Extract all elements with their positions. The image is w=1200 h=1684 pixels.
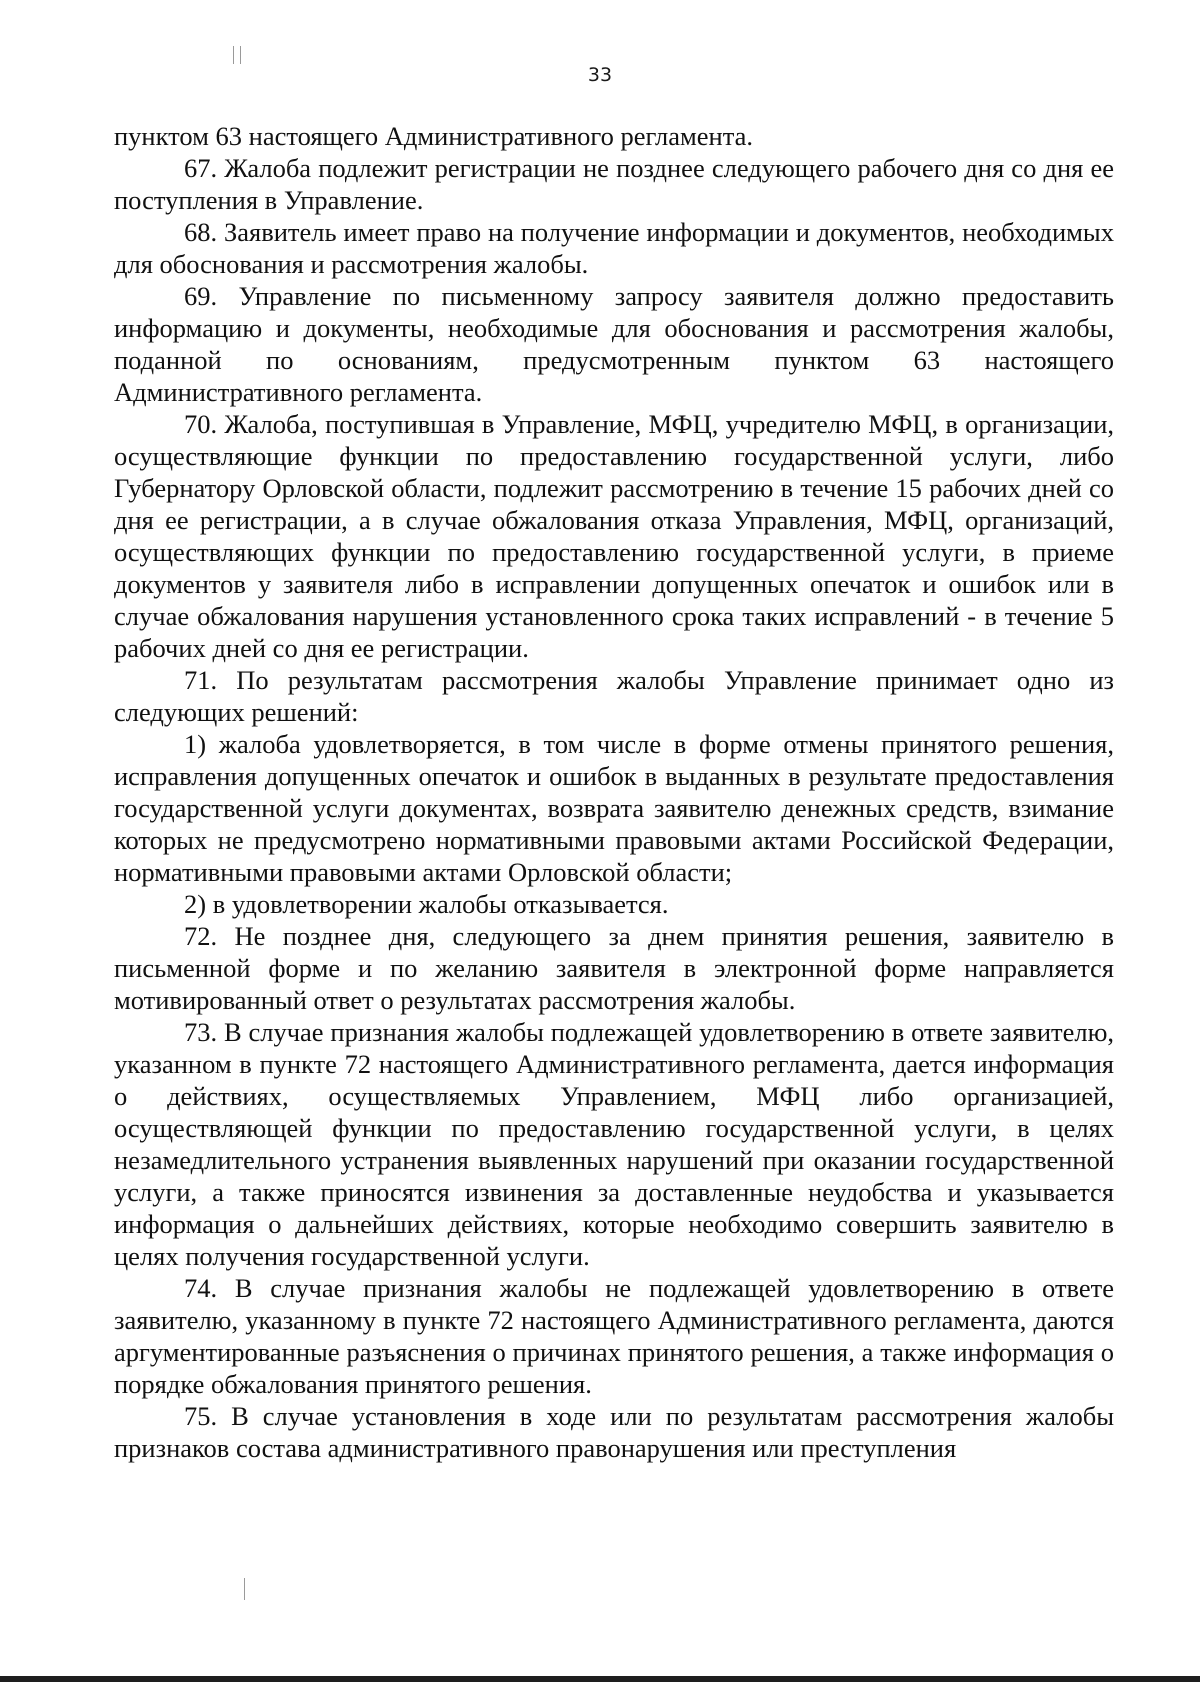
- scan-artifact-mark: [240, 46, 241, 64]
- paragraph-71-item-1: 1) жалоба удовлетворяется, в том числе в форме отмены принятого решения, исправления допущенных опечаток и ошибок в выданных в результате предоставления государственной услуги документах, возврата заявителю денежных средств, взимание которых не предусмотрено нормативными правовыми актами Российской Федерации, нормативными правовыми актами Орловской области;: [114, 729, 1114, 887]
- paragraph-73: 73. В случае признания жалобы подлежащей удовлетворению в ответе заявителю, указанном в пункте 72 настоящего Административного регламента, дается информация о действиях, осуществляемых Управлением, МФЦ либо организацией, осуществляющей функции по предоставлению государственной услуги, в целях незамедлительного устранения выявленных нарушений при оказании государственной услуги, а также приносятся извинения за доставленные неудобства и указывается информация о дальнейших действиях, которые необходимо совершить заявителю в целях получения государственной услуги.: [114, 1017, 1114, 1271]
- paragraph-71: 71. По результатам рассмотрения жалобы Управление принимает одно из следующих решений:: [114, 665, 1114, 727]
- scan-artifact-mark: [244, 1578, 245, 1600]
- paragraph-71-item-2: 2) в удовлетворении жалобы отказывается.: [184, 889, 669, 919]
- document-body: [114, 120, 1114, 1464]
- paragraph-68: 68. Заявитель имеет право на получение информации и документов, необходимых для обоснования и рассмотрения жалобы.: [114, 217, 1114, 279]
- scan-artifact-mark: [233, 46, 234, 64]
- page-number: 33: [587, 64, 613, 86]
- paragraph-continuation: пунктом 63 настоящего Административного регламента.: [114, 121, 754, 151]
- paragraph-74: 74. В случае признания жалобы не подлежащей удовлетворению в ответе заявителю, указанному в пункте 72 настоящего Административного регламента, даются аргументированные разъяснения о причинах принятого решения, а также информация о порядке обжалования принятого решения.: [114, 1273, 1114, 1399]
- paragraph-69: 69. Управление по письменному запросу заявителя должно предоставить информацию и документы, необходимые для обоснования и рассмотрения жалобы, поданной по основаниям, предусмотренным пунктом 63 настоящего Административного регламента.: [114, 281, 1114, 407]
- paragraph-75: 75. В случае установления в ходе или по результатам рассмотрения жалобы признаков состава административного правонарушения или преступления: [114, 1401, 1114, 1463]
- paragraph-72: 72. Не позднее дня, следующего за днем принятия решения, заявителю в письменной форме и по желанию заявителя в электронной форме направляется мотивированный ответ о результатах рассмотрения жалобы.: [114, 921, 1114, 1015]
- scan-bottom-edge: [0, 1676, 1200, 1682]
- paragraph-67: 67. Жалоба подлежит регистрации не позднее следующего рабочего дня со дня ее поступления в Управление.: [114, 153, 1114, 215]
- paragraph-70: 70. Жалоба, поступившая в Управление, МФЦ, учредителю МФЦ, в организации, осуществляющие функции по предоставлению государственной услуги, либо Губернатору Орловской области, подлежит рассмотрению в течение 15 рабочих дней со дня ее регистрации, а в случае обжалования отказа Управления, МФЦ, организаций, осуществляющих функции по предоставлению государственной услуги, в приеме документов у заявителя либо в исправлении допущенных опечаток и ошибок или в случае обжалования нарушения установленного срока таких исправлений - в течение 5 рабочих дней со дня ее регистрации.: [114, 409, 1114, 663]
